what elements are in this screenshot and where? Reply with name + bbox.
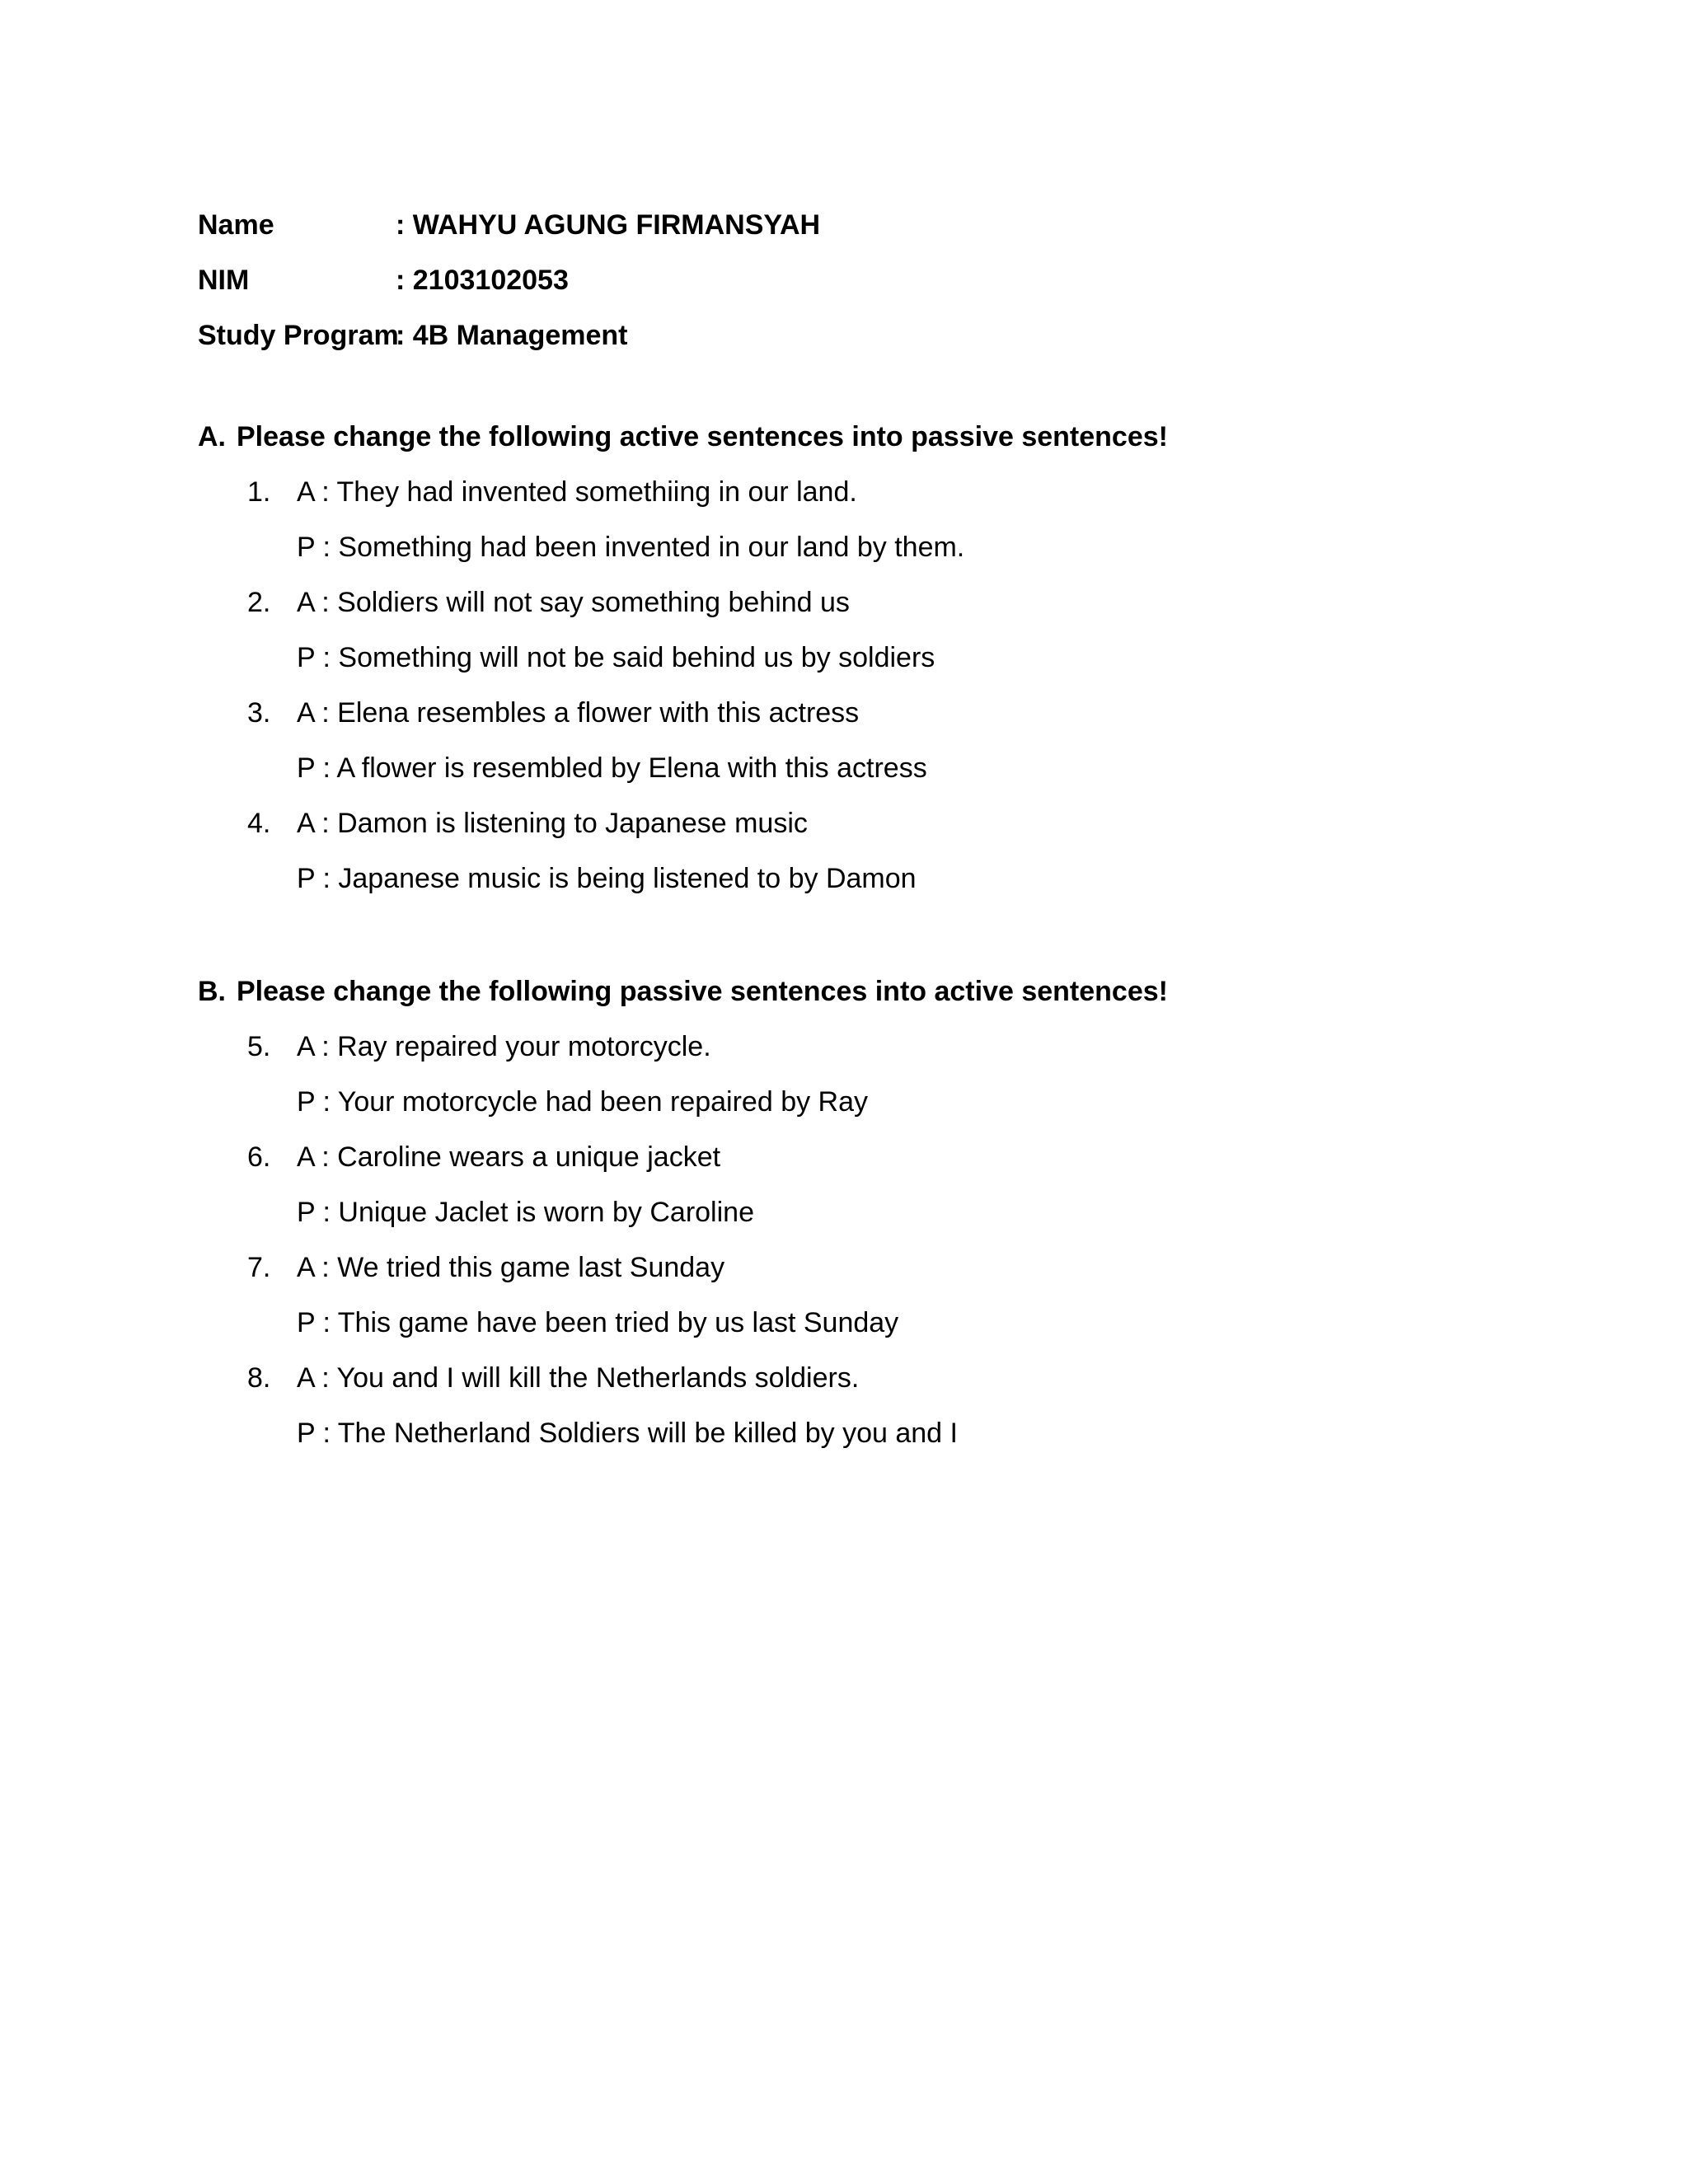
active-sentence (247, 1019, 1599, 1075)
section-a-heading (198, 410, 1599, 465)
passive-sentence: P : Japanese music is being listened to by Damon (297, 863, 917, 894)
item-number: 3. (247, 697, 271, 729)
active-sentence (247, 1351, 1599, 1406)
nim-value: : 2103102053 (396, 265, 569, 296)
active-sentence (247, 1130, 1599, 1185)
item-number: 5. (247, 1031, 271, 1062)
name-row (198, 198, 820, 253)
item-number: 8. (247, 1362, 271, 1394)
active-sentence (247, 575, 1599, 630)
active-sentence (247, 465, 1599, 520)
section-b-instruction: Please change the following passive sentences into active sentences! (237, 976, 1168, 1007)
nim-label: NIM (198, 265, 250, 296)
active-text: A : We tried this game last Sunday (297, 1252, 725, 1283)
active-sentence (247, 686, 1599, 741)
passive-sentence: P : Something had been invented in our land by them. (297, 532, 965, 563)
active-text: A : Caroline wears a unique jacket (297, 1141, 721, 1173)
item-number: 7. (247, 1252, 271, 1283)
list-item (247, 465, 1599, 575)
name-label: Name (198, 209, 274, 241)
list-item (247, 1240, 1599, 1351)
section-a-letter: A. (198, 421, 226, 452)
section-b-heading (198, 964, 1599, 1019)
section-b (198, 964, 1599, 1461)
active-text: A : You and I will kill the Netherlands soldiers. (297, 1362, 860, 1394)
item-number: 1. (247, 476, 271, 508)
section-b-letter: B. (198, 976, 226, 1007)
active-text: A : They had invented somethiing in our land. (297, 476, 857, 508)
list-item (247, 1130, 1599, 1240)
passive-sentence: P : A flower is resembled by Elena with this actress (297, 752, 927, 784)
item-number: 4. (247, 808, 271, 839)
study-program-value: : 4B Management (396, 320, 628, 351)
item-number: 6. (247, 1141, 271, 1173)
active-text: A : Soldiers will not say something behind us (297, 587, 850, 618)
list-item (247, 686, 1599, 796)
passive-sentence: P : Something will not be said behind us by soldiers (297, 642, 935, 673)
list-item (247, 1351, 1599, 1461)
study-program-label: Study Program (198, 320, 399, 351)
active-text: A : Elena resembles a flower with this actress (297, 697, 860, 729)
item-number: 2. (247, 587, 271, 618)
active-sentence (247, 796, 1599, 851)
passive-sentence: P : The Netherland Soldiers will be killed by you and I (297, 1418, 958, 1449)
active-sentence (247, 1240, 1599, 1296)
list-item (247, 796, 1599, 907)
passive-sentence: P : Your motorcycle had been repaired by Ray (297, 1086, 869, 1118)
passive-sentence: P : This game have been tried by us last Sunday (297, 1307, 899, 1338)
nim-row (198, 253, 820, 308)
name-value: : WAHYU AGUNG FIRMANSYAH (396, 209, 821, 241)
active-text: A : Ray repaired your motorcycle. (297, 1031, 711, 1062)
section-a (198, 410, 1599, 907)
list-item (247, 1019, 1599, 1130)
student-info (198, 198, 820, 363)
study-program-row (198, 308, 820, 363)
section-a-instruction: Please change the following active sentences into passive sentences! (237, 421, 1168, 452)
active-text: A : Damon is listening to Japanese music (297, 808, 808, 839)
list-item (247, 575, 1599, 686)
passive-sentence: P : Unique Jaclet is worn by Caroline (297, 1197, 754, 1228)
